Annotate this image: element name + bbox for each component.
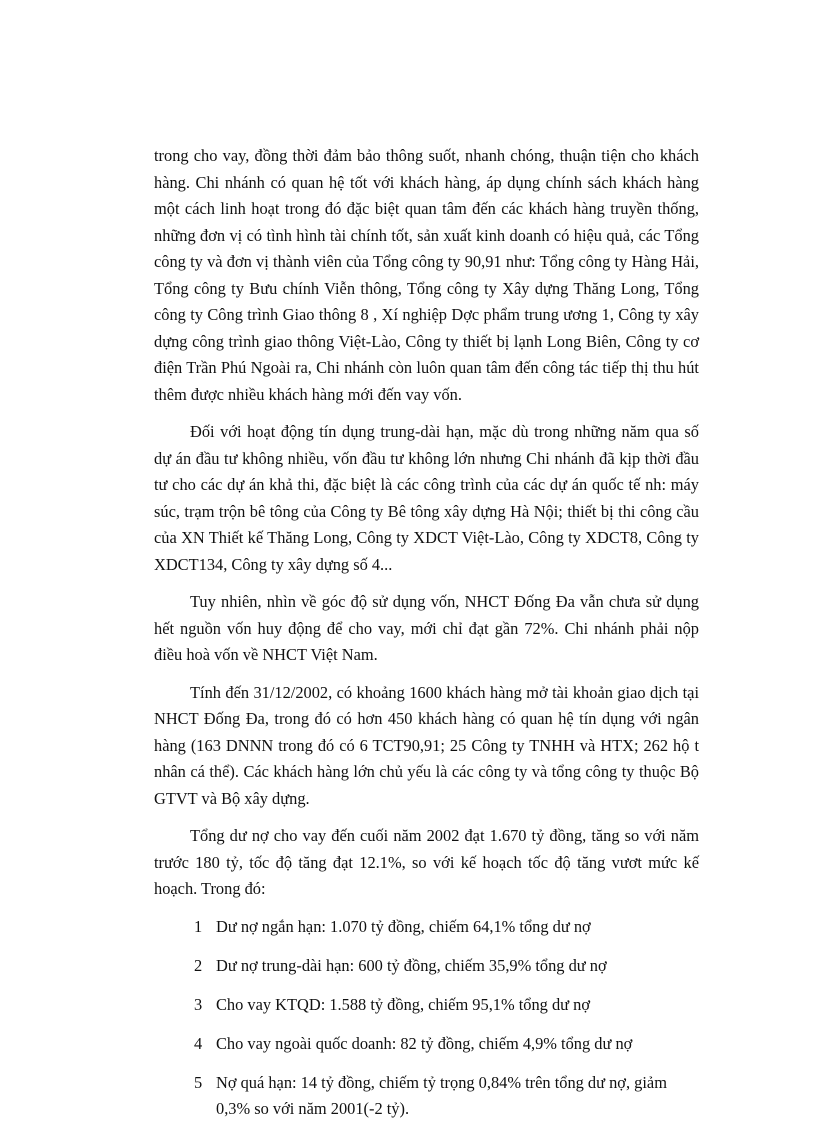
list-item <box>154 992 699 1019</box>
paragraph-medium-long-term-credit: Đối với hoạt động tín dụng trung-dài hạn, mặc dù trong những năm qua số dự án đầu tư không nhiều, vốn đầu tư không lớn nhưng Chi nhánh đã kịp thời đầu tư cho các dự án khả thi, đặc biệt là các công trình của các dự án quốc tế nh: máy súc, trạm trộn bê tông của Công ty Bê tông xây dựng Hà Nội; thiết bị thi công cầu của XN Thiết kế Thăng Long, Công ty XDCT Việt-Lào, Công ty XDCT8, Công ty XDCT134, Công ty xây dựng số 4... <box>154 422 699 574</box>
outstanding-breakdown-list <box>154 914 699 1123</box>
list-item <box>154 1070 699 1123</box>
list-item-number: 5 <box>194 1072 203 1092</box>
list-item-number: 2 <box>194 955 203 975</box>
list-item <box>154 914 699 941</box>
list-item-text: Cho vay KTQD: 1.588 tỷ đồng, chiếm 95,1% tổng dư nợ <box>216 994 591 1014</box>
list-item <box>154 953 699 980</box>
list-item <box>154 1031 699 1058</box>
list-item-text: Nợ quá hạn: 14 tỷ đồng, chiếm tỷ trọng 0,84% trên tổng dư nợ, giảm 0,3% so với năm 2001(-2 tỷ). <box>216 1072 667 1118</box>
list-item-text: Dư nợ trung-dài hạn: 600 tỷ đồng, chiếm 35,9% tổng dư nợ <box>216 955 607 975</box>
list-item-text: Dư nợ ngắn hạn: 1.070 tỷ đồng, chiếm 64,1% tổng dư nợ <box>216 916 591 936</box>
list-item-number: 3 <box>194 994 203 1014</box>
paragraph-continuation: trong cho vay, đồng thời đảm bảo thông suốt, nhanh chóng, thuận tiện cho khách hàng. Chi nhánh có quan hệ tốt với khách hàng, áp dụng chính sách khách hàng một cách linh hoạt trong đó đặc biệt quan tâm đến các khách hàng truyền thống, những đơn vị có tình hình tài chính tốt, sản xuất kinh doanh có hiệu quả, các Tổng công ty và đơn vị thành viên của Tổng công ty 90,91 như: Tổng công ty Hàng Hải, Tổng công ty Bưu chính Viễn thông, Tổng công ty Xây dựng Thăng Long, Tổng công ty Công trình Giao thông 8 , Xí nghiệp Dợc phẩm trung ương 1, Công ty xây dựng công trình giao thông Việt-Lào, Công ty thiết bị lạnh Long Biên, Công ty cơ điện Trần Phú Ngoài ra, Chi nhánh còn luôn quan tâm đến công tác tiếp thị thu hút thêm được nhiều khách hàng mới đến vay vốn. <box>154 146 699 404</box>
paragraph-customers: Tính đến 31/12/2002, có khoảng 1600 khách hàng mở tài khoản giao dịch tại NHCT Đống Đa, trong đó có hơn 450 khách hàng có quan hệ tín dụng với ngân hàng (163 DNNN trong đó có 6 TCT90,91; 25 Công ty TNHH và HTX; 262 hộ t nhân cá thể). Các khách hàng lớn chủ yếu là các công ty và tổng công ty thuộc Bộ GTVT và Bộ xây dựng. <box>154 682 699 808</box>
list-item-number: 4 <box>194 1033 203 1053</box>
list-item-text: Cho vay ngoài quốc doanh: 82 tỷ đồng, chiếm 4,9% tổng dư nợ <box>216 1033 633 1053</box>
paragraph-total-outstanding: Tổng dư nợ cho vay đến cuối năm 2002 đạt 1.670 tỷ đồng, tăng so với năm trước 180 tỷ, tốc độ tăng đạt 12.1%, so với kế hoạch tốc độ tăng vươt mức kế hoạch. Trong đó: <box>154 826 699 898</box>
list-item-number: 1 <box>194 916 203 936</box>
paragraph-capital-usage: Tuy nhiên, nhìn về góc độ sử dụng vốn, NHCT Đống Đa vẫn chưa sử dụng hết nguồn vốn huy động để cho vay, mới chỉ đạt gần 72%. Chi nhánh phải nộp điều hoà vốn về NHCT Việt Nam. <box>154 592 699 664</box>
page-content <box>154 143 699 1135</box>
